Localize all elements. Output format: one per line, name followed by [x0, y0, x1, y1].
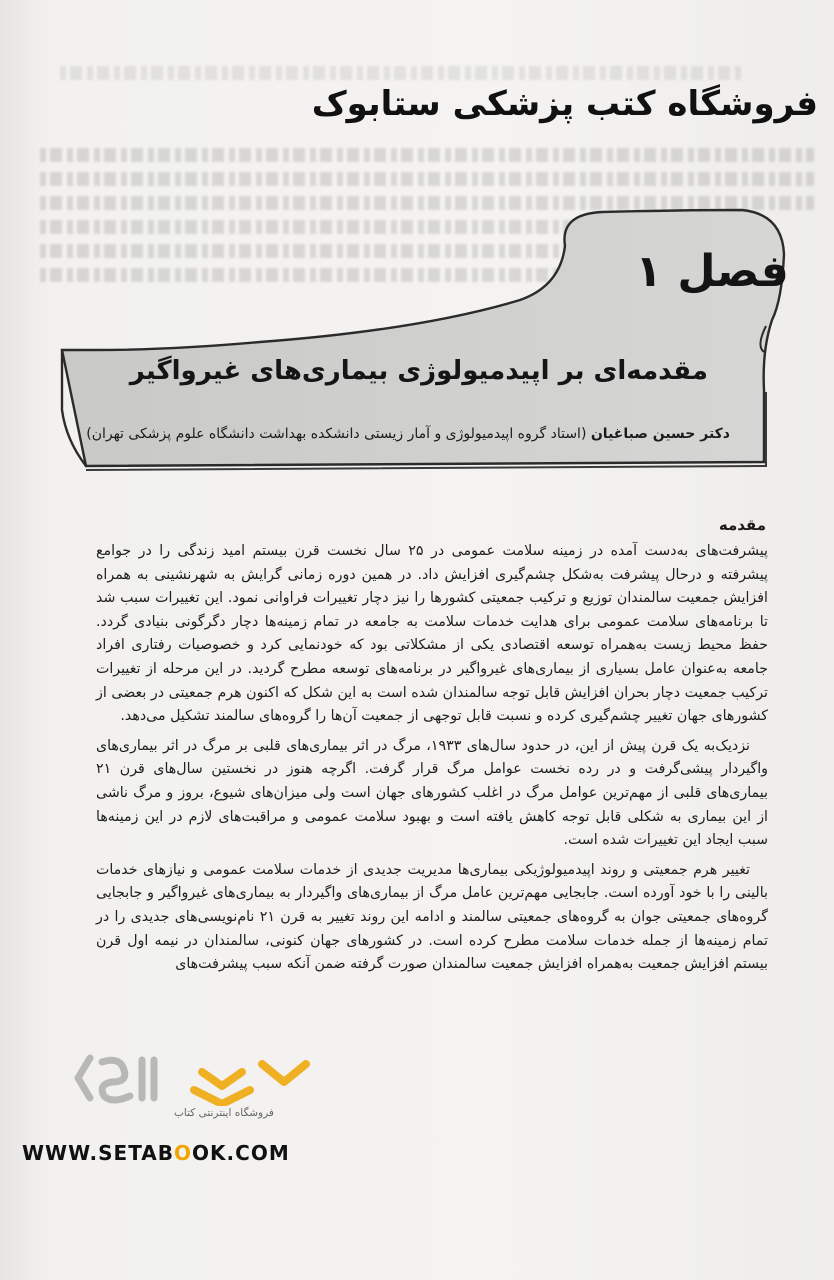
watermark-url-suffix: OK.COM — [192, 1141, 290, 1165]
chapter-number: فصل ۱ — [635, 246, 789, 297]
paragraph: تغییر هرم جمعیتی و روند اپیدمیولوژیکی بیماری‌ها مدیریت جدیدی از خدمات سلامت عمومی و نیازهای خدمات بالینی را با خود آورده است. جابجایی مهم‌ترین عامل مرگ از بیماری‌های واگیردار به بیماری‌های غیرواگیر و جابجایی گروه‌های جمعیتی جوان به گروه‌های جمعیتی سالمند و ادامه این روند تغییر به قرن ۲۱ نام‌نویسی‌های جدیدی را در تمام زمینه‌ها از جمله خدمات سلامت مطرح کرده است. در کشورهای جهان کنونی، سالمندان در نیمه اول قرن بیستم افزایش جمعیت به‌همراه افزایش جمعیت سالمندان صورت گرفته ضمن آنکه سبب پیشرفت‌های — [96, 861, 768, 973]
paragraph: نزدیک‌به یک قرن پیش از این، در حدود سال‌های ۱۹۳۳، مرگ در اثر بیماری‌های قلبی بر مرگ در اثر بیماری‌های واگیردار پیشی‌گرفت و در رده نخست عوامل مرگ قرار گرفت. اگرچه هنوز در نخستین سال‌های قرن ۲۱ بیماری‌های قلبی از مهم‌ترین عوامل مرگ در اغلب کشورهای جهان است ولی میزان‌های شیوع، بروز و مرگ ناشی از این بیماری به شکلی قابل توجه کاهش یافته است و بهبود سلامت عمومی و مراقبت‌های لازم در این زمینه‌ها سبب ایجاد این تغییرات شده است. — [96, 737, 768, 849]
chapter-title: مقدمه‌ای بر اپیدمیولوژی بیماری‌های غیرواگیر — [129, 356, 708, 386]
author-name: دکتر حسین صباغیان — [590, 426, 730, 442]
watermark — [58, 1052, 378, 1132]
author-affiliation: (استاد گروه اپیدمیولوژی و آمار زیستی دانشکده بهداشت دانشگاه علوم پزشکی تهران) — [86, 426, 587, 442]
watermark-url-o: O — [174, 1141, 193, 1165]
section-heading: مقدمه — [718, 516, 766, 534]
author-line — [80, 422, 730, 446]
watermark-url-prefix: WWW.SETAB — [22, 1141, 175, 1165]
watermark-subtitle: فروشگاه اینترنتی کتاب — [174, 1107, 274, 1119]
watermark-url — [22, 1141, 290, 1165]
shop-title: فروشگاه کتب پزشکی ستابوک — [311, 84, 818, 124]
body-text — [96, 540, 768, 977]
setabook-logo — [72, 1052, 372, 1106]
paragraph: پیشرفت‌های به‌دست آمده در زمینه سلامت عمومی در ۲۵ سال نخست قرن بیستم امید زندگی را در جوامع پیشرفته و درحال پیشرفت به‌شکل چشم‌گیری افزایش داد. در همین دوره زمانی گرایش به شهرنشینی به همراه افزایش جمعیت سالمندان توزیع و ترکیب جمعیتی کشورها را نیز دچار تغییرات فراوانی نمود. این تغییرات سبب شد تا برنامه‌های سلامت عمومی برای هدایت خدمات سلامت به جامعه در تمام زمینه‌ها دچار دگرگونی بنیادی گردد. حفظ محیط زیست به‌همراه توسعه اقتصادی یکی از مشکلاتی بود که خودنمایی کرد و خصوصیات رفتاری افراد جامعه به‌عنوان عامل بسیاری از بیماری‌های غیرواگیر در برنامه‌های توسعه مطرح گردید. در این مرحله از تغییرات ترکیب جمعیت دچار بحران افزایش قابل توجه سالمندان شده است به این شکل که اکنون هرم جمعیتی در بعضی از کشورهای جهان تغییر چشم‌گیری کرده و نسبت قابل توجهی از جمعیت آن‌ها را گروه‌های سالمند تشکیل می‌دهد. — [96, 543, 768, 725]
